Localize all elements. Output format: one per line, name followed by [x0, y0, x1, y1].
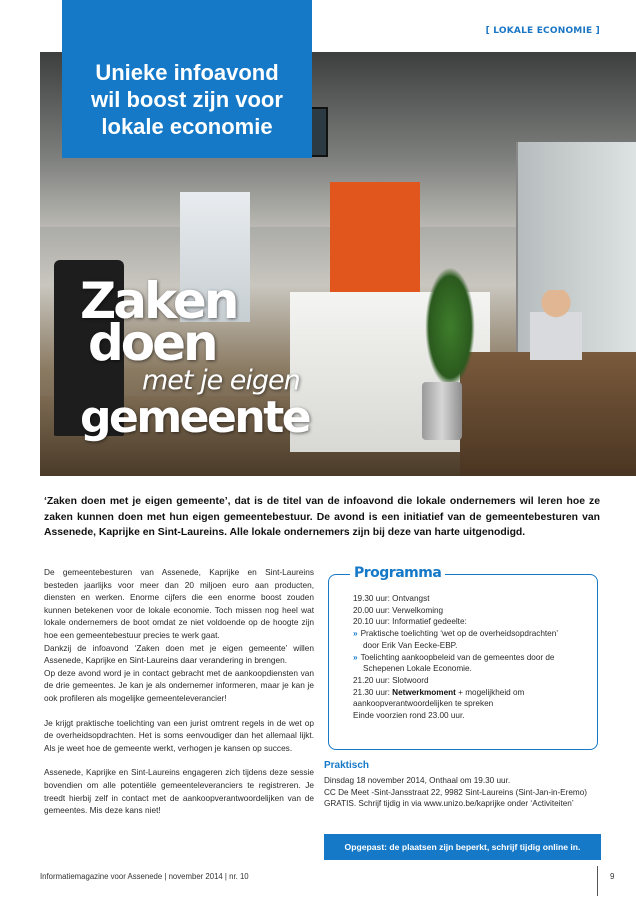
program-item [353, 628, 597, 640]
photo-person [530, 290, 582, 360]
program-item [353, 687, 597, 699]
program-box [328, 574, 598, 750]
practical-line: Dinsdag 18 november 2014, Onthaal om 19.30 uur. [324, 776, 511, 785]
section-tag: [ LOKALE ECONOMIE ] [485, 26, 600, 36]
program-item-text: + mogelijkheid om [455, 687, 525, 697]
program-item [353, 652, 597, 664]
photo-pot [422, 382, 462, 440]
body-paragraph: Dankzij de infoavond ‘Zaken doen met je eigen gemeente’ willen Assenede, Kaprijke en Sint-Laureins daar verandering in brengen. [44, 642, 314, 666]
practical-title: Praktisch [324, 760, 370, 771]
warning-banner: Opgepast: de plaatsen zijn beperkt, schrijf tijdig online in. [324, 834, 601, 860]
program-item: 21.20 uur: Slotwoord [353, 675, 429, 685]
program-item: 20.10 uur: Informatief gedeelte: [353, 617, 467, 627]
headline-box [62, 0, 312, 158]
program-item: 19.30 uur: Ontvangst [353, 594, 430, 603]
program-item: aankoopverantwoordelijken te spreken [353, 699, 494, 709]
feature-title-line: gemeente [80, 392, 310, 443]
feature-title-line: Zaken [80, 272, 237, 330]
feature-title [80, 272, 350, 443]
practical-line: CC De Meet -Sint-Jansstraat 22, 9982 Sint-Laureins (Sint-Jan-in-Eremo) [324, 787, 588, 797]
program-item: Schepenen Lokale Economie. [363, 664, 472, 674]
program-item-text: Toelichting aankoopbeleid van de gemeentes door de [360, 652, 555, 662]
body-column [44, 566, 314, 817]
intro-paragraph: ‘Zaken doen met je eigen gemeente’, dat is de titel van de infoavond die lokale ondernemers wil leren hoe ze zaken kunnen doen met hun eigen gemeentebestuur. De avond is een initiatief van de gemeentebesturen van Assenede, Kaprijke en Sint-Laureins. Alle lokale ondernemers zijn bij deze van harte uitgenodigd. [44, 496, 600, 538]
program-item-text: Praktische toelichting ‘wet op de overheidsopdrachten’ [360, 629, 559, 639]
headline-line: lokale economie [101, 114, 273, 139]
feature-title-line: met je eigen [142, 365, 300, 396]
practical-info [324, 775, 614, 810]
program-title: Programma [350, 565, 445, 581]
headline-line: wil boost zijn voor [91, 87, 283, 112]
practical-line: GRATIS. Schrijf tijdig in via www.unizo.be/kaprijke onder ‘Activiteiten’ [324, 799, 574, 809]
program-item-text: 21.30 uur: [353, 687, 393, 697]
body-paragraph: De gemeentebesturen van Assenede, Kaprijke en Sint-Laureins besteden jaarlijks voor meer dan 20 miljoen euro aan producten, diensten en werken. Enorme cijfers die een enorme boost zouden kunnen betekenen voor de lokale economie. Toch missen nog heel wat lokale ondernemers de boot omdat ze niet voldoende op de hoogte zijn hoe een gemeentebestuur precies te werk gaat. [44, 567, 314, 640]
body-paragraph: Op deze avond word je in contact gebracht met de aankoopdiensten van de drie gemeentes. Je kan je als ondernemer informeren, maar je kan je ook profileren als mogelijke gemeenteleverancier! [44, 667, 314, 703]
program-item: Einde voorzien rond 23.00 uur. [353, 711, 465, 721]
footer-divider [597, 866, 598, 896]
photo-desk [460, 352, 636, 476]
body-paragraph: Assenede, Kaprijke en Sint-Laureins engageren zich tijdens deze sessie bovendien om alle potentiële gemeenteleveranciers te registreren. Je treedt hierbij zelf in contact met de aankoopverantwoordelijken van de gemeentes. Mis deze kans niet! [44, 767, 314, 816]
program-item-emphasis: Netwerkmoment [392, 687, 456, 697]
headline [91, 59, 283, 140]
footer-text: Informatiemagazine voor Assenede | november 2014 | nr. 10 [40, 872, 249, 881]
headline-line: Unieke infoavond [95, 60, 279, 85]
feature-title-line: doen [88, 314, 216, 372]
body-paragraph: Je krijgt praktische toelichting van een jurist omtrent regels in de wet op de overheidsopdrachten. Het is soms eenvoudiger dan het allemaal lijkt. Als je weet hoe de gemeente werkt, verhogen je kansen op succes. [44, 717, 314, 753]
program-item: 20.00 uur: Verwelkoming [353, 605, 444, 615]
page-number: 9 [610, 872, 615, 881]
photo-plant [425, 267, 475, 387]
program-item: door Erik Van Eecke-EBP. [363, 640, 458, 650]
